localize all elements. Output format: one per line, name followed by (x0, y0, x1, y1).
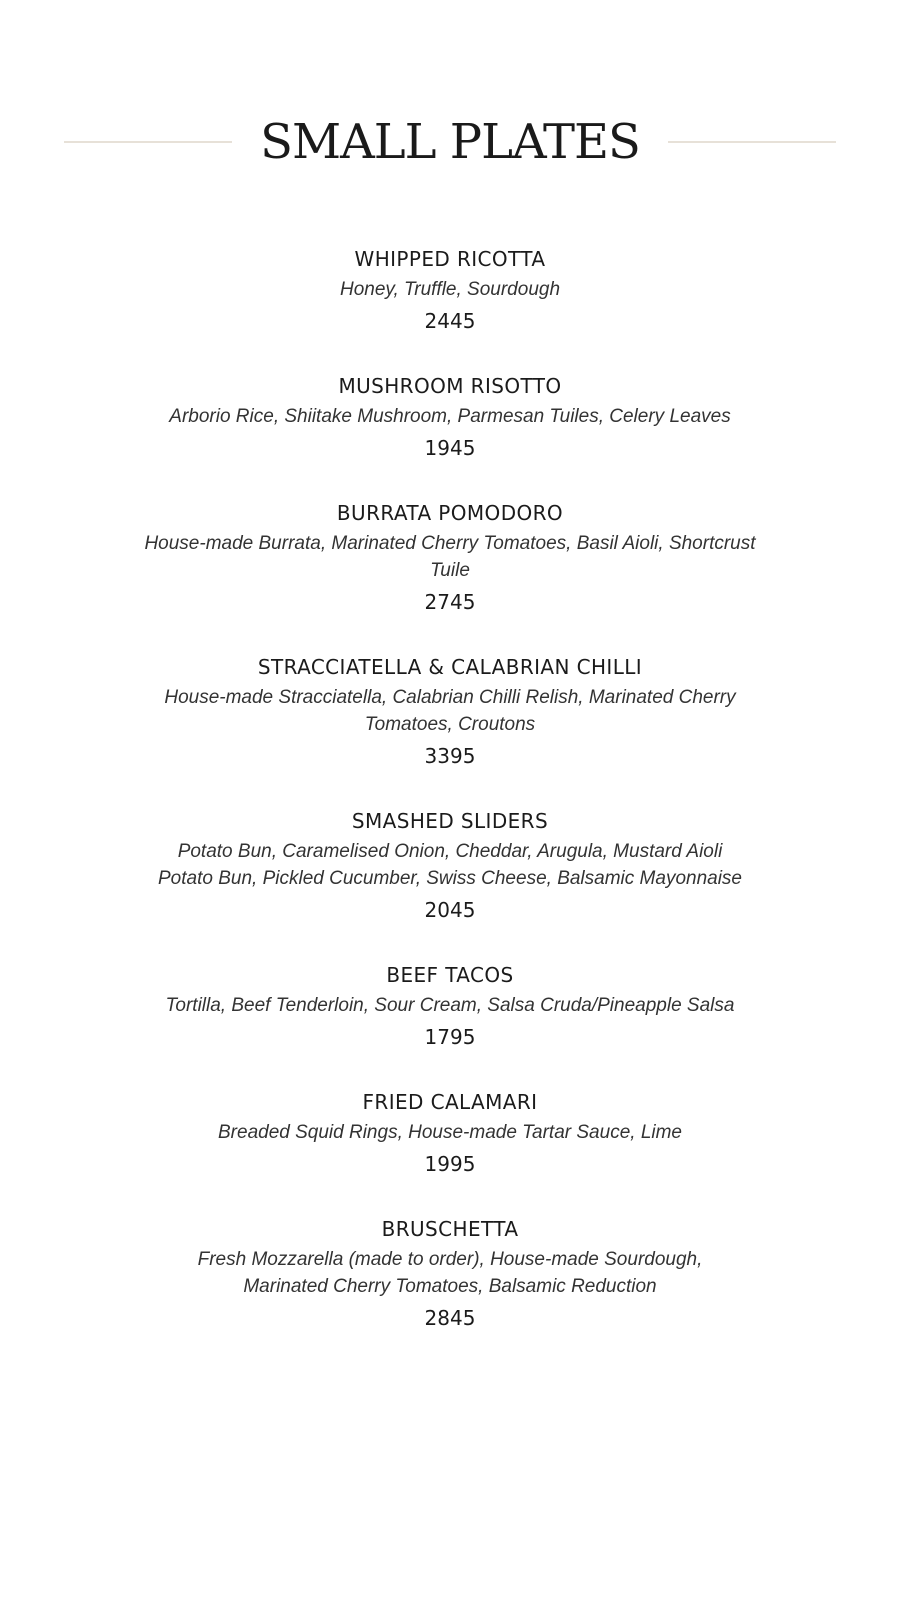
item-name: BRUSCHETTA (381, 1217, 519, 1241)
item-description (140, 838, 760, 892)
item-name: BURRATA POMODORO (336, 501, 564, 525)
menu-items-list (0, 244, 900, 1368)
menu-item (0, 960, 900, 1053)
item-price: 2045 (424, 898, 476, 922)
item-description-line: Tuile (430, 560, 470, 581)
menu-item (0, 1214, 900, 1334)
item-description (140, 403, 760, 430)
item-description-line: Fresh Mozzarella (made to order), House-made Sourdough, (197, 1249, 703, 1270)
item-price: 1995 (424, 1152, 476, 1176)
item-description (140, 684, 760, 738)
item-price: 2845 (424, 1306, 476, 1330)
item-description-line: Potato Bun, Caramelised Onion, Cheddar, Arugula, Mustard Aioli (177, 841, 723, 862)
menu-item (0, 1087, 900, 1180)
item-description (140, 1119, 760, 1146)
left-divider (64, 141, 232, 143)
section-header (64, 112, 836, 172)
right-divider (668, 141, 836, 143)
item-name: SMASHED SLIDERS (351, 809, 549, 833)
menu-item (0, 244, 900, 337)
item-description-line: Arborio Rice, Shiitake Mushroom, Parmesan Tuiles, Celery Leaves (169, 406, 731, 427)
item-description-line: Potato Bun, Pickled Cucumber, Swiss Cheese, Balsamic Mayonnaise (158, 868, 742, 889)
menu-item (0, 498, 900, 618)
item-price: 3395 (424, 744, 476, 768)
item-description-line: Tomatoes, Croutons (364, 714, 536, 735)
menu-item (0, 371, 900, 464)
item-description (140, 1246, 760, 1300)
item-name: MUSHROOM RISOTTO (338, 374, 562, 398)
item-price: 2445 (424, 309, 476, 333)
item-name: STRACCIATELLA & CALABRIAN CHILLI (257, 655, 643, 679)
item-name: WHIPPED RICOTTA (354, 247, 546, 271)
item-description (140, 276, 760, 303)
item-price: 1795 (424, 1025, 476, 1049)
item-description (140, 530, 760, 584)
item-description-line: Tortilla, Beef Tenderloin, Sour Cream, Salsa Cruda/Pineapple Salsa (165, 995, 735, 1016)
item-name: BEEF TACOS (386, 963, 514, 987)
item-description-line: House-made Stracciatella, Calabrian Chilli Relish, Marinated Cherry (164, 687, 736, 708)
menu-item (0, 652, 900, 772)
item-description-line: Breaded Squid Rings, House-made Tartar Sauce, Lime (218, 1122, 682, 1143)
section-title: SMALL PLATES (260, 114, 640, 170)
item-description-line: Honey, Truffle, Sourdough (339, 279, 561, 300)
item-description (140, 992, 760, 1019)
item-description-line: House-made Burrata, Marinated Cherry Tomatoes, Basil Aioli, Shortcrust (144, 533, 756, 554)
item-description-line: Marinated Cherry Tomatoes, Balsamic Reduction (243, 1276, 657, 1297)
menu-item (0, 806, 900, 926)
item-price: 1945 (424, 436, 476, 460)
item-price: 2745 (424, 590, 476, 614)
item-name: FRIED CALAMARI (362, 1090, 538, 1114)
